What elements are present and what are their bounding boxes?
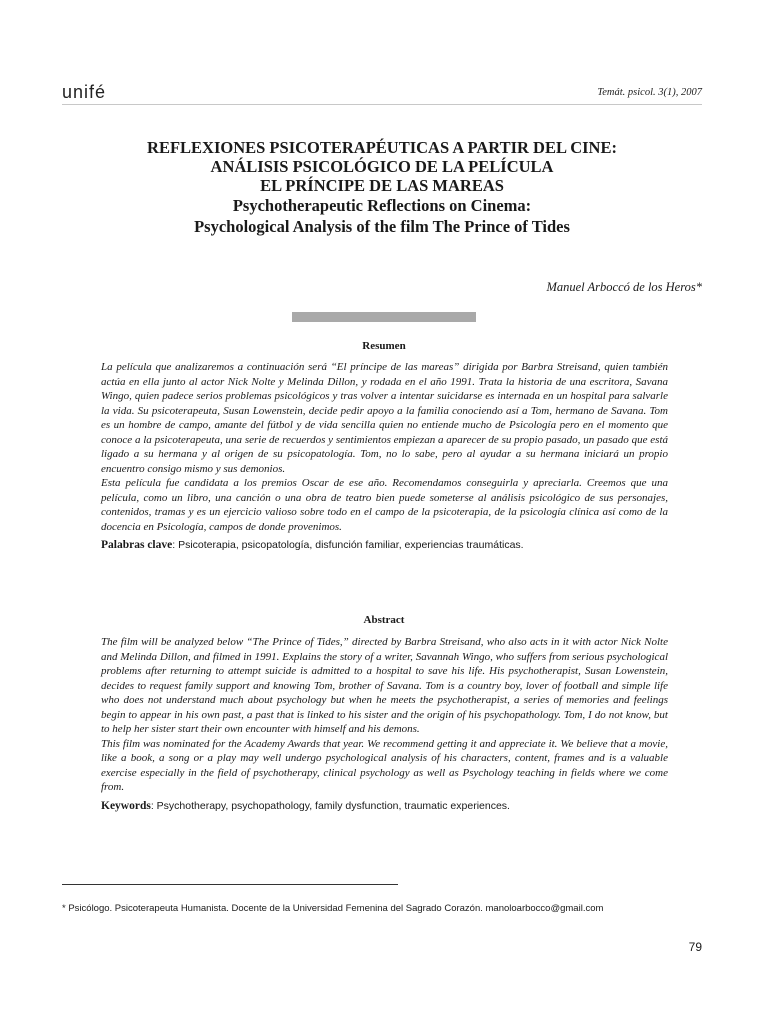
title-en-line2: Psychological Analysis of the film The Prince of Tides xyxy=(194,217,570,236)
resumen-keywords-label: Palabras clave xyxy=(101,539,173,551)
abstract-paragraph-2: This film was nominated for the Academy Awards that year. We recommend getting it and appreciate it. We believe that a movie, like a book, a song or a play may well undergo psychological analysis of his characters, content, frames and is a valuable exercise especially in the field of psychotherapy, clinical psychology as well as Psychology teaching in fields where we come from. xyxy=(101,737,668,793)
author-footnote: * Psicólogo. Psicoterapeuta Humanista. Docente de la Universidad Femenina del Sagrado Corazón. manoloarbocco@gmail.com xyxy=(62,903,604,914)
page-number: 79 xyxy=(688,940,702,954)
resumen-paragraph-2: Esta película fue candidata a los premios Oscar de ese año. Recomendamos conseguirla y apreciarla. Creemos que una película, como un libro, una canción o una obra de teatro bien puede someterse al análisis psicológico de sus personajes, contenidos, tramas y es un ejercicio valioso sobre todo en el campo de la psicoterapia, de la psicología clínica así como de la docencia en Psicología, campos de donde provenimos. xyxy=(101,477,668,533)
title-es-line1: REFLEXIONES PSICOTERAPÉUTICAS A PARTIR DEL CINE: xyxy=(147,138,617,157)
abstract-keywords xyxy=(101,799,668,814)
author-name: Manuel Arboccó de los Heros* xyxy=(546,280,702,294)
title-en-line1: Psychotherapeutic Reflections on Cinema: xyxy=(232,196,532,215)
title-block xyxy=(62,138,702,237)
resumen-paragraph-1: La película que analizaremos a continuación será “El príncipe de las mareas” dirigida por Barbra Streisand, quien también actúa en ella junto al actor Nick Nolte y Melinda Dillon, y rodada en el año 1991. Trata la historia de una escritora, Savana Wingo, quien padece serios problemas psicológicos y tras volver a intentar suicidarse es internada en un hospital para salvarle la vida. Su psicoterapeuta, Susan Lowenstein, decide pedir apoyo a la familia conociendo así a Tom, hermano de Savana. Tom es un hombre de campo, amante del fútbol y de vida sencilla quien no entiende mucho de Psicología pero en el momento que conoce a la psicoterapeuta, una serie de recuerdos y sentimientos empiezan a aparecer de su propio pasado, un pasado que está ligado a su hermana y al origen de su psicopatología. Tom, no lo sabe, pero al ayudar a su hermana iniciará un propio encuentro consigo mismo y sus demonios. xyxy=(101,361,668,475)
title-es-line2: ANÁLISIS PSICOLÓGICO DE LA PELÍCULA xyxy=(210,157,554,176)
abstract-heading: Abstract xyxy=(363,614,405,626)
section-separator-bar xyxy=(292,312,476,322)
resumen-keywords-text: : Psicoterapia, psicopatología, disfunción familiar, experiencias traumáticas. xyxy=(172,539,524,551)
abstract-paragraph-1: The film will be analyzed below “The Prince of Tides,” directed by Barbra Streisand, who also acts in it with actor Nick Nolte and Melinda Dillon, and filmed in 1991. Explains the story of a writer, Savannah Wingo, who suffers from serious psychological problems after returning to attempt suicide is admitted to a hospital to save his life. His psychotherapist, Susan Lowenstein, decides to request family support and knowing Tom, brother of Savana. Tom is a country boy, lover of football and simple life who does not understand much about psychology but when he meets the psychotherapist, a series of memories and feelings begin to appear in his own past, a past that is linked to his sister and the origin of his psychopathology. Tom, I do not know, but to help her sister start their own encounter with himself and his demons. xyxy=(101,636,668,735)
journal-logo: unifé xyxy=(62,82,107,102)
resumen-keywords xyxy=(101,538,668,553)
header-divider xyxy=(62,104,702,105)
resumen-heading: Resumen xyxy=(362,340,406,352)
abstract-body xyxy=(101,635,668,813)
journal-reference: Temát. psicol. 3(1), 2007 xyxy=(597,87,702,98)
resumen-body xyxy=(101,360,668,553)
abstract-keywords-label: Keywords xyxy=(101,799,151,812)
abstract-keywords-text: : Psychotherapy, psychopathology, family dysfunction, traumatic experiences. xyxy=(150,799,510,812)
title-es-line3: EL PRÍNCIPE DE LAS MAREAS xyxy=(260,176,504,195)
footnote-divider xyxy=(62,884,398,885)
